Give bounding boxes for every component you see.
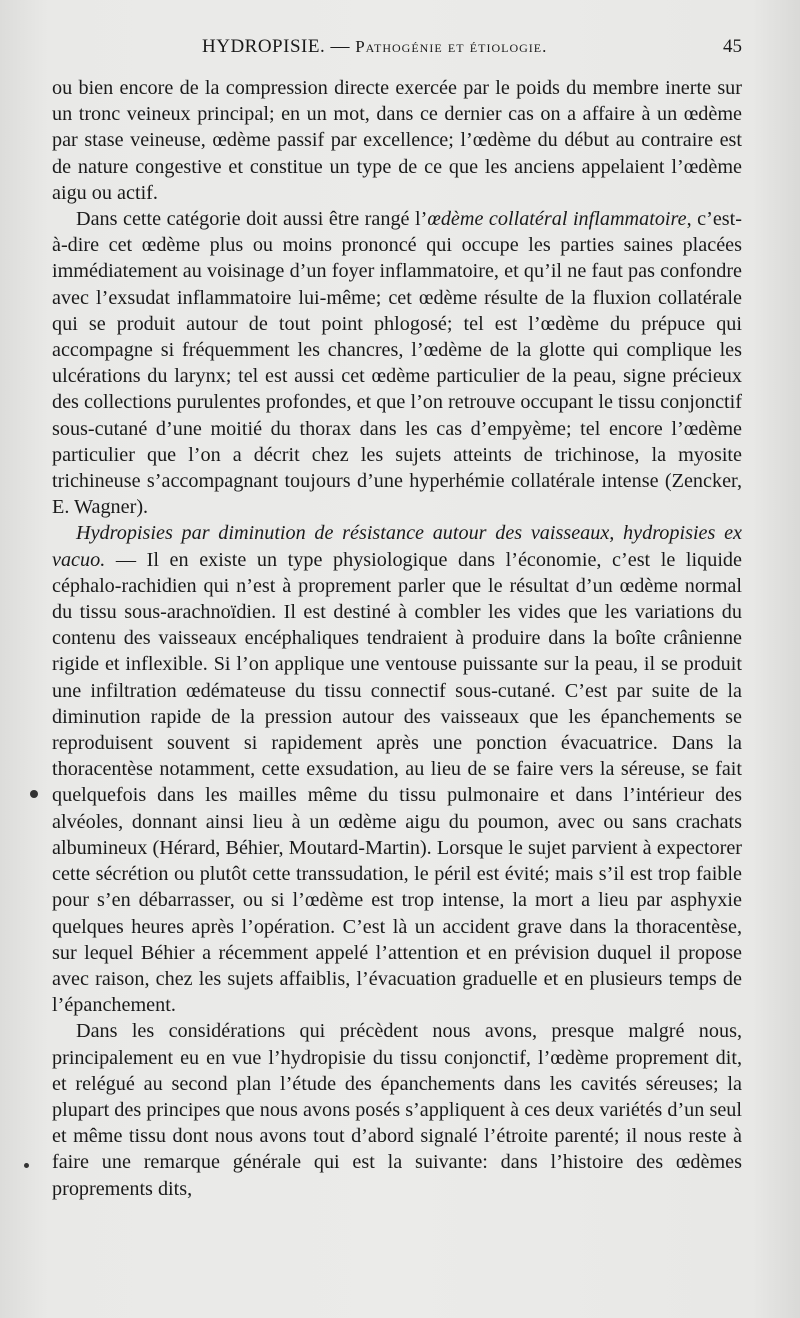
paragraph-text: , c’est-à-dire cet œdème plus ou moins prononcé qui occupe les parties saines placées immédiatement au voisinage d’un foyer inflammatoire, et qu’il ne faut pas confondre avec l’exsudat inflammatoire lui-même; cet œdème résulte de la fluxion collatérale qui se produit autour de tout point phlogosé; tel est l’œdème du prépuce qui accompagne si fréquemment les chancres, l’œdème de la glotte qui complique les ulcérations du larynx; tel est aussi cet œdème particulier de la peau, signe précieux des collections purulentes profondes, et que l’on retrouve occupant le tissu conjonctif sous-cutané d’une moitié du thorax dans les cas d’empyème; tel encore l’œdème particulier que l’on a décrit chez les sujets atteints de trichinose, la myosite trichineuse s’accompagnant toujours d’une hyperhémie collatérale intense (Zencker, E. Wagner). bbox=[52, 208, 742, 519]
ink-dot-mark bbox=[30, 790, 38, 798]
section-heading-italic: Hydropisies par diminution de résistance autour des vaisseaux, hydropisies ex vacuo. bbox=[52, 522, 742, 571]
paragraph-4 bbox=[52, 1018, 742, 1201]
body-text bbox=[52, 75, 742, 1202]
running-title-sub: Pathogénie et étiologie. bbox=[355, 37, 548, 56]
running-title-main: HYDROPISIE. bbox=[202, 36, 326, 57]
paragraph-text: ou bien encore de la compression directe exercée par le poids du membre inerte sur un tronc veineux principal; en un mot, dans ce dernier cas on a affaire à un œdème par stase veineuse, œdème passif par excellence; l’œdème du début au contraire est de nature congestive et constitue un type de ce que les anciens appelaient l’œdème aigu ou actif. bbox=[52, 77, 742, 204]
paragraph-1 bbox=[52, 75, 742, 206]
paragraph-text: Dans les considérations qui précèdent nous avons, presque malgré nous, principalement eu en vue l’hydropisie du tissu conjonctif, l’œdème proprement dit, et relégué au second plan l’étude des épanchements dans les cavités séreuses; la plupart des principes que nous avons posés s’appliquent à ces deux variétés d’un seul et même tissu dont nous avons tout d’abord signalé l’étroite parenté; il nous reste à faire une remarque générale qui est la suivante: dans l’histoire des œdèmes proprements dits, bbox=[52, 1020, 742, 1200]
running-title-dash: — bbox=[325, 36, 356, 57]
paragraph-text: — Il en existe un type physiologique dans l’économie, c’est le liquide céphalo-rachidien qui n’est à proprement parler que le résultat d’un œdème normal du tissu sous-arachnoïdien. Il est destiné à combler les vides que les variations du contenu des vaisseaux encéphaliques tendraient à produire dans la boîte crânienne rigide et inflexible. Si l’on applique une ventouse puissante sur la peau, il se produit une infiltration œdémateuse du tissu connectif sous-cutané. C’est par suite de la diminution rapide de la pression autour des vaisseaux que les épanchements se reproduisent souvent si rapidement après une ponction évacuatrice. Dans la thoracentèse notamment, cette exsudation, au lieu de se faire vers la séreuse, se fait quelquefois dans les mailles même du tissu pulmonaire et dans l’intérieur des alvéoles, donnant ainsi lieu à un œdème aigu du poumon, avec ou sans crachats albumineux (Hérard, Béhier, Moutard-Martin). Lorsque le sujet parvient à expectorer cette sécrétion ou plutôt cette transsudation, le péril est évité; mais s’il est trop faible pour s’en débarrasser, ou si l’œdème est trop intense, la mort a lieu par asphyxie quelques heures après l’opération. C’est là un accident grave dans la thoracentèse, sur lequel Béhier a récemment appelé l’attention et en prévision duquel il propose avec raison, chez les sujets affaiblis, l’évacuation graduelle et en plusieurs temps de l’épanchement. bbox=[52, 548, 742, 1017]
page-number: 45 bbox=[723, 36, 742, 57]
paragraph-3 bbox=[52, 520, 742, 1018]
italic-term: œdème collatéral inflammatoire bbox=[427, 208, 687, 231]
paragraph-2 bbox=[52, 206, 742, 520]
running-title bbox=[202, 36, 547, 58]
ink-dot-mark bbox=[24, 1163, 29, 1168]
running-header bbox=[52, 36, 742, 66]
paragraph-text: Dans cette catégorie doit aussi être rangé l’ bbox=[76, 208, 428, 231]
